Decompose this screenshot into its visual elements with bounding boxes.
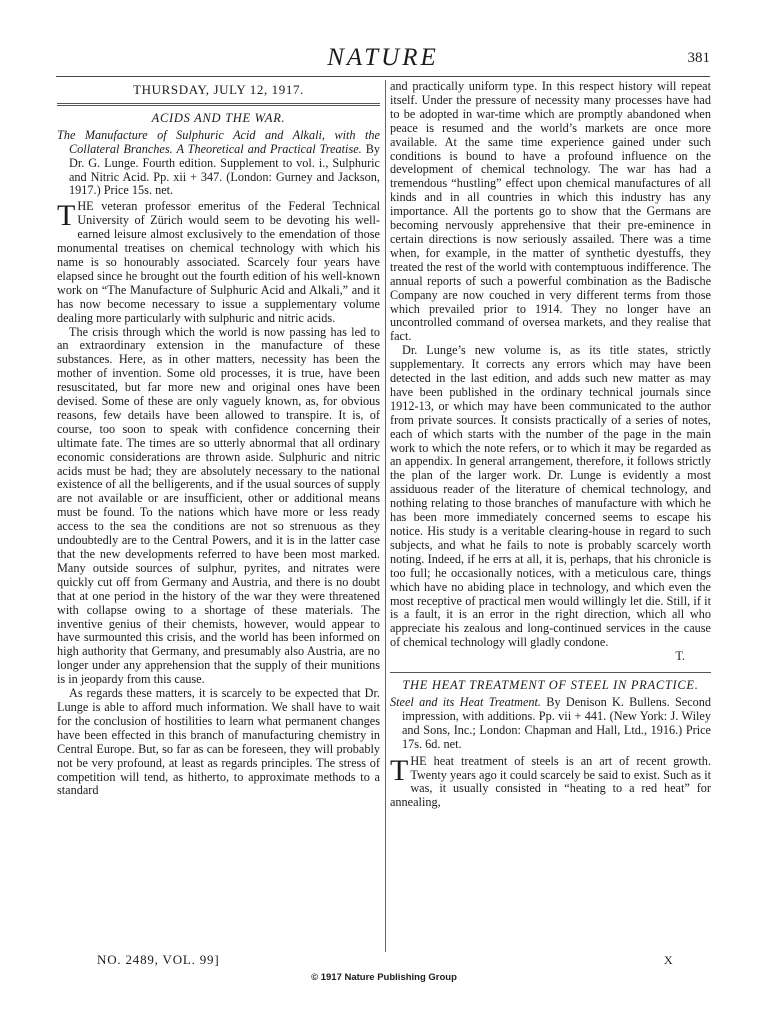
- paragraph-5: Dr. Lunge’s new volume is, as its title states, strictly supplementary. It corrects any errors which may have been detected in the last edition, and adds such new matter as may have been published in the ordinary technical journals since 1912-13, or which may have been communicated to the author from private sources. It consists practically of a series of notes, each of which starts with the number of the page in the main work to which the note refers, or to which it may be regarded as an appendix. In general arrangement, therefore, it follows strictly the plan of the larger work. Dr. Lunge is evidently a most assiduous reader of the literature of chemical technology, and nothing relating to those branches of manufacture with which he has been more immediately concerned seems to escape his notice. His study is a veritable clearing-house in regard to such subjects, and what he fails to note is probably scarcely worth noting. Indeed, if he errs at all, it is, perhaps, that his chronicle is too full; he occasionally notices, with a meticulous care, things which have no abiding place in technology, and which even the most receptive of practical men would willingly let die. Still, if it is a fault, it is an error in the right direction, which all who appreciate his zealous and long-continued services in the cause of chemical technology will gladly condone.: [390, 343, 711, 650]
- article-heading-acids: ACIDS AND THE WAR.: [151, 110, 286, 125]
- article-bibliography: [57, 129, 380, 199]
- paragraph-1: [57, 200, 380, 325]
- column-divider: [385, 80, 386, 952]
- paragraph-steel-text: HE heat treatment of steels is an art of recent growth. Twenty years ago it could scarcely be said to exist. Such as it was, it usually consisted in “heating to a red heat” for annealing,: [390, 753, 711, 810]
- paragraph-steel: [390, 755, 711, 811]
- copyright-notice: © 1917 Nature Publishing Group: [311, 972, 457, 983]
- bibliography-title: The Manufacture of Sulphuric Acid and Alkali, with the Collateral Branches. A Theoretical and Practical Treatise.: [57, 127, 380, 156]
- bibliography-details: By Dr. G. Lunge. Fourth edition. Supplement to vol. i., Sulphuric and Nitric Acid. Pp. xii + 347. (London: Gurney and Jackson, 1917.) Price 15s. net.: [69, 141, 380, 198]
- left-column: [57, 80, 380, 798]
- journal-title: NATURE: [327, 44, 439, 71]
- paragraph-2: The crisis through which the world is now passing has led to an extraordinary extension in the manufacture of these substances. Here, as in other matters, necessity has been the mother of invention. Some old processes, it is true, have been resuscitated, but far more new and original ones have been devised. Some of these are only vaguely known, as, for obvious reasons, few details have been allowed to transpire. It is, of course, too soon to speak with confidence concerning their ultimate fate. The times are so utterly abnormal that all ordinary economic considerations are thrown aside. Sulphuric and nitric acids must be had; they are absolutely necessary to the national existence of all the belligerents, and if the usual sources of supply are not available or are insufficient, other or additional means must be found. To the nations which have more or less ready access to the sea the conditions are not so strenuous as they undoubtedly are to the Central Powers, and it is in the latter case that the new developments referred to have been most marked. Many outside sources of sulphur, pyrites, and nitrates were quickly cut off from Germany and Austria, and there is no doubt that at one period in the history of the war they were threatened with collapse owing to a shortage of these materials. The inventive genius of their chemists, however, would appear to have surmounted this crisis, and the world has been informed on high authority that Germany, and presumably also Austria, are no longer under any apprehension that the supply of their munitions is in jeopardy from this cause.: [57, 324, 380, 687]
- signature-mark: X: [664, 953, 673, 967]
- article-heading-steel: THE HEAT TREATMENT OF STEEL IN PRACTICE.: [402, 678, 699, 693]
- paragraph-1-text: HE veteran professor emeritus of the Federal Technical University of Zürich would seem to be devoting his well-earned leisure almost exclusively to the emendation of those monumental treatises on chemical technology with which his name is so honourably associated. Scarcely four years have elapsed since he brought out the fourth edition of his well-known work on “The Manufacture of Sulphuric Acid and Alkali,” and it has now become necessary to issue a supplementary volume dealing more particularly with sulphuric and nitric acids.: [57, 199, 380, 325]
- issue-date: THURSDAY, JULY 12, 1917.: [57, 80, 380, 106]
- drop-cap: T: [57, 199, 76, 233]
- bibliography-title-steel: Steel and its Heat Treatment.: [390, 694, 541, 709]
- paragraph-3: As regards these matters, it is scarcely to be expected that Dr. Lunge is able to afford much information. We shall have to wait for the conclusion of hostilities to learn what permanent changes have been effected in this branch of manufacturing chemistry in Central Europe. But, so far as can be foreseen, they will probably not be very profound, at least as regards principles. The stress of competition will tend, as hitherto, to approximate methods to a standard: [57, 686, 380, 798]
- issue-number: NO. 2489, VOL. 99]: [97, 952, 220, 967]
- paragraph-4: and practically uniform type. In this respect history will repeat itself. Under the pressure of necessity many processes have had to be adopted in war-time which are promptly abandoned when peace is resumed and the world’s markets are once more available. At the same time experience gained under such conditions is bound to have a profound influence on the development of chemical technology. The war has had a tremendous “hustling” effect upon chemical manufactures of all kinds and in all countries in which this industry has any importance. All the portents go to show that the Germans are becoming nervously apprehensive that their pre-eminence in certain directions is now seriously assailed. There was a time when, for example, in the matter of synthetic dyestuffs, they treated the rest of the world with contemptuous indifference. The annual reports of such a powerful combination as the Badische Company are now couched in very different terms from those which prevailed prior to 1914. They no longer have an uncontrolled command of oversea markets, and they realise that fact.: [390, 79, 711, 344]
- article-bibliography-steel: [390, 696, 711, 752]
- drop-cap-steel: T: [390, 753, 409, 787]
- bibliography-details-steel: By Denison K. Bullens. Second impression, with additions. Pp. vii + 441. (New York: J. Wiley and Sons, Inc.; London: Chapman and Hall, Ltd., 1916.) Price 17s. 6d. net.: [402, 694, 712, 751]
- page-number: 381: [687, 50, 710, 66]
- author-signature: T.: [675, 649, 685, 664]
- right-column: [390, 80, 711, 810]
- section-rule: [390, 672, 711, 673]
- masthead: [56, 42, 710, 77]
